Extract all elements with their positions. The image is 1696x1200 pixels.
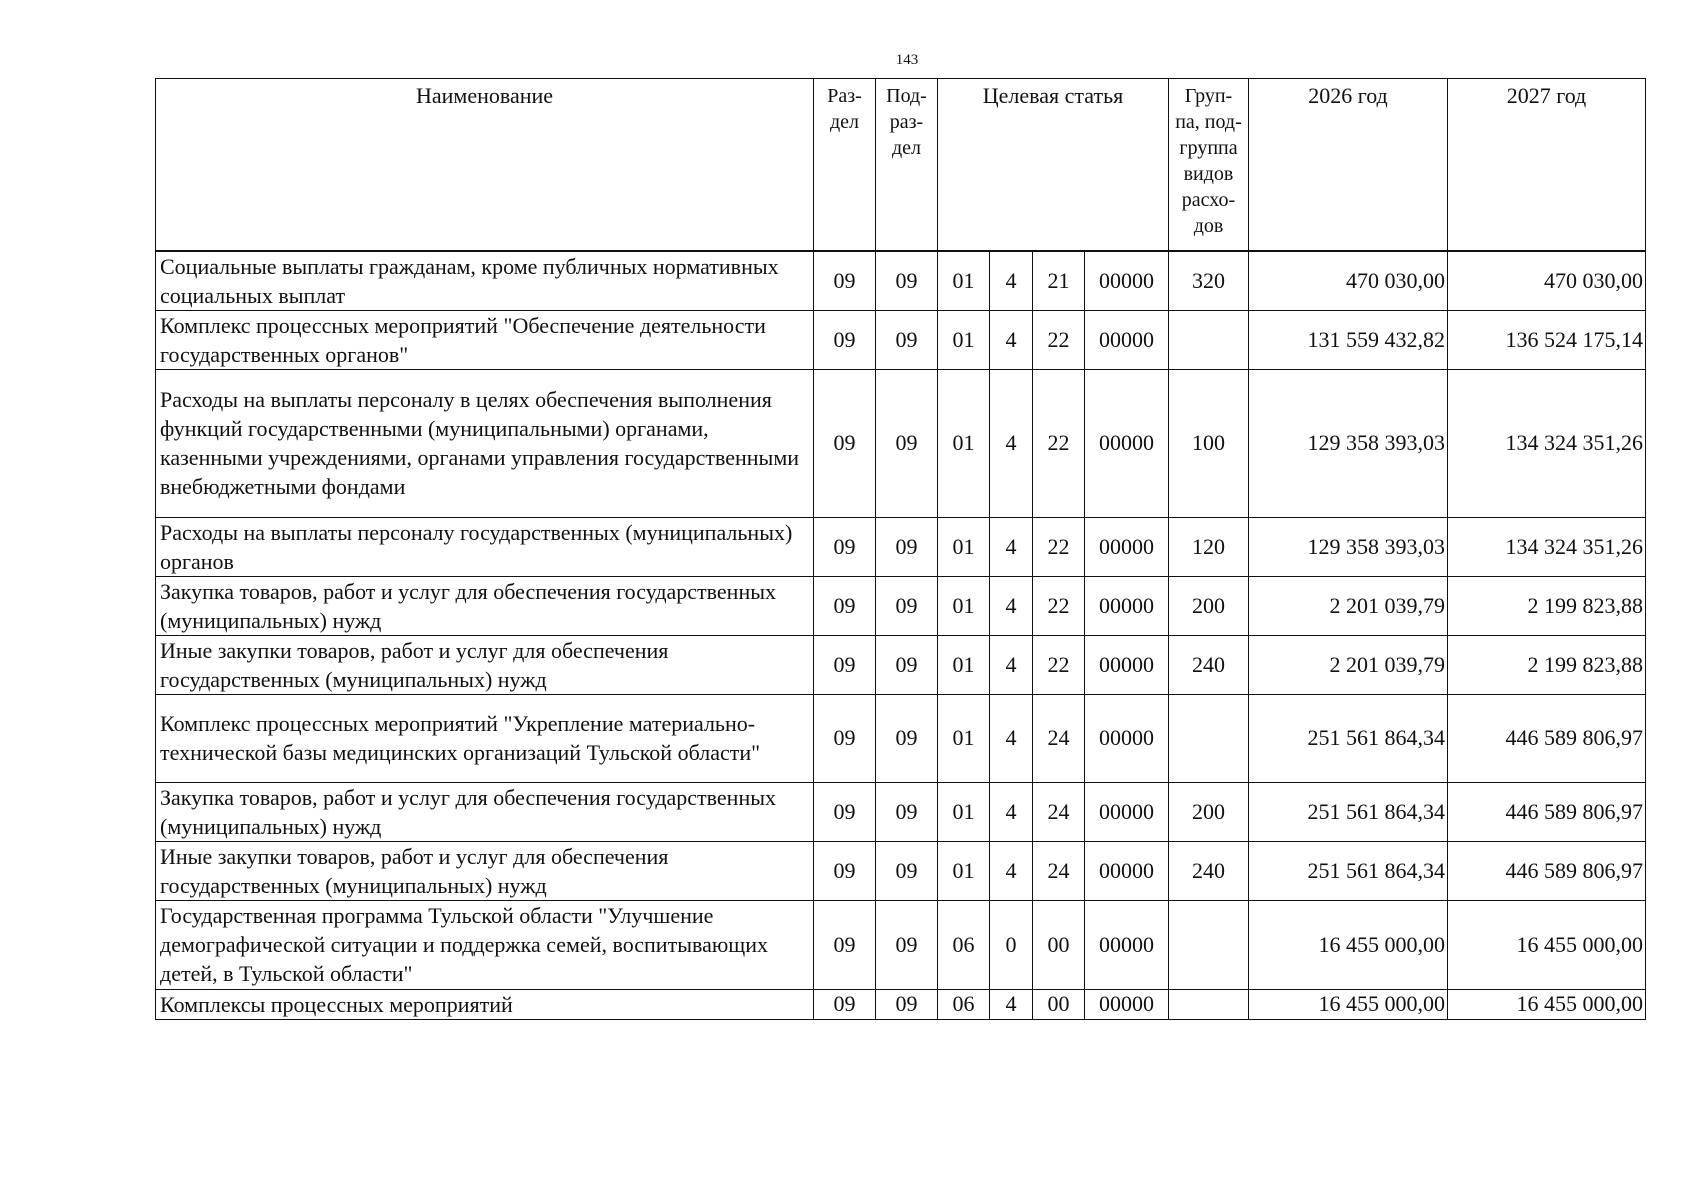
row-amount-2026: 251 561 864,34	[1249, 841, 1448, 900]
row-target-item: 24	[1033, 694, 1085, 782]
row-amount-2026: 2 201 039,79	[1249, 576, 1448, 635]
header-year-2027: 2027 год	[1448, 79, 1646, 251]
row-group: 100	[1169, 369, 1249, 517]
row-target-type: 0	[990, 900, 1033, 989]
row-amount-2026: 129 358 393,03	[1249, 369, 1448, 517]
row-target-direction: 00000	[1085, 251, 1169, 311]
row-target-type: 4	[990, 576, 1033, 635]
row-target-program: 01	[938, 310, 990, 369]
row-target-type: 4	[990, 694, 1033, 782]
row-amount-2026: 470 030,00	[1249, 251, 1448, 311]
header-target: Целевая статья	[938, 79, 1169, 251]
row-group: 240	[1169, 841, 1249, 900]
row-razdel: 09	[814, 635, 876, 694]
row-group	[1169, 900, 1249, 989]
page-number: 143	[895, 52, 919, 68]
row-podrazdel: 09	[876, 694, 938, 782]
row-target-item: 22	[1033, 576, 1085, 635]
row-amount-2026: 251 561 864,34	[1249, 694, 1448, 782]
row-amount-2026: 129 358 393,03	[1249, 517, 1448, 576]
row-podrazdel: 09	[876, 517, 938, 576]
header-group: Груп- па, под- группа видов расхо- дов	[1169, 79, 1249, 251]
row-group	[1169, 694, 1249, 782]
table-row	[156, 900, 1646, 989]
row-target-program: 01	[938, 694, 990, 782]
row-podrazdel: 09	[876, 989, 938, 1019]
row-name: Социальные выплаты гражданам, кроме публичных нормативных социальных выплат	[156, 251, 814, 311]
row-razdel: 09	[814, 576, 876, 635]
table-row	[156, 310, 1646, 369]
table-row	[156, 251, 1646, 311]
row-target-program: 01	[938, 369, 990, 517]
row-amount-2027: 446 589 806,97	[1448, 782, 1646, 841]
table-row	[156, 782, 1646, 841]
row-amount-2027: 2 199 823,88	[1448, 576, 1646, 635]
row-target-direction: 00000	[1085, 782, 1169, 841]
row-target-direction: 00000	[1085, 517, 1169, 576]
row-amount-2027: 134 324 351,26	[1448, 369, 1646, 517]
row-target-program: 01	[938, 782, 990, 841]
row-podrazdel: 09	[876, 576, 938, 635]
row-target-direction: 00000	[1085, 989, 1169, 1019]
row-target-type: 4	[990, 251, 1033, 311]
row-target-type: 4	[990, 782, 1033, 841]
table-row	[156, 635, 1646, 694]
row-target-item: 22	[1033, 310, 1085, 369]
row-podrazdel: 09	[876, 782, 938, 841]
row-name: Комплекс процессных мероприятий "Обеспечение деятельности государственных органов"	[156, 310, 814, 369]
row-target-program: 01	[938, 517, 990, 576]
row-target-type: 4	[990, 635, 1033, 694]
row-target-item: 22	[1033, 369, 1085, 517]
row-target-program: 01	[938, 635, 990, 694]
row-group: 120	[1169, 517, 1249, 576]
row-razdel: 09	[814, 900, 876, 989]
row-amount-2027: 16 455 000,00	[1448, 900, 1646, 989]
header-name: Наименование	[156, 79, 814, 251]
row-group: 200	[1169, 782, 1249, 841]
row-amount-2027: 16 455 000,00	[1448, 989, 1646, 1019]
row-amount-2027: 446 589 806,97	[1448, 694, 1646, 782]
table-row	[156, 369, 1646, 517]
row-target-item: 22	[1033, 517, 1085, 576]
row-target-direction: 00000	[1085, 576, 1169, 635]
row-razdel: 09	[814, 841, 876, 900]
row-razdel: 09	[814, 694, 876, 782]
row-target-direction: 00000	[1085, 310, 1169, 369]
row-target-type: 4	[990, 989, 1033, 1019]
row-amount-2026: 251 561 864,34	[1249, 782, 1448, 841]
row-target-program: 01	[938, 576, 990, 635]
row-group: 200	[1169, 576, 1249, 635]
table-row	[156, 576, 1646, 635]
row-amount-2026: 16 455 000,00	[1249, 900, 1448, 989]
row-name: Комплекс процессных мероприятий "Укрепление материально-технической базы медицинских организаций Тульской области"	[156, 694, 814, 782]
row-podrazdel: 09	[876, 900, 938, 989]
table-row	[156, 517, 1646, 576]
table-body	[156, 251, 1646, 1020]
row-amount-2027: 470 030,00	[1448, 251, 1646, 311]
row-group: 240	[1169, 635, 1249, 694]
table-row	[156, 989, 1646, 1019]
row-amount-2027: 446 589 806,97	[1448, 841, 1646, 900]
row-podrazdel: 09	[876, 369, 938, 517]
row-target-type: 4	[990, 841, 1033, 900]
row-podrazdel: 09	[876, 310, 938, 369]
row-name: Закупка товаров, работ и услуг для обеспечения государственных (муниципальных) нужд	[156, 782, 814, 841]
row-razdel: 09	[814, 369, 876, 517]
row-amount-2027: 136 524 175,14	[1448, 310, 1646, 369]
row-target-item: 21	[1033, 251, 1085, 311]
row-target-direction: 00000	[1085, 694, 1169, 782]
row-podrazdel: 09	[876, 251, 938, 311]
row-target-direction: 00000	[1085, 635, 1169, 694]
row-amount-2027: 2 199 823,88	[1448, 635, 1646, 694]
row-target-program: 01	[938, 251, 990, 311]
row-group	[1169, 310, 1249, 369]
row-target-program: 01	[938, 841, 990, 900]
row-razdel: 09	[814, 517, 876, 576]
table-row	[156, 841, 1646, 900]
row-name: Расходы на выплаты персоналу государственных (муниципальных) органов	[156, 517, 814, 576]
row-target-type: 4	[990, 517, 1033, 576]
row-amount-2027: 134 324 351,26	[1448, 517, 1646, 576]
header-year-2026: 2026 год	[1249, 79, 1448, 251]
row-amount-2026: 131 559 432,82	[1249, 310, 1448, 369]
row-podrazdel: 09	[876, 841, 938, 900]
row-amount-2026: 2 201 039,79	[1249, 635, 1448, 694]
row-name: Иные закупки товаров, работ и услуг для обеспечения государственных (муниципальных) нужд	[156, 635, 814, 694]
row-podrazdel: 09	[876, 635, 938, 694]
row-target-item: 24	[1033, 782, 1085, 841]
budget-table	[155, 78, 1646, 1020]
row-name: Иные закупки товаров, работ и услуг для обеспечения государственных (муниципальных) нужд	[156, 841, 814, 900]
row-group	[1169, 989, 1249, 1019]
row-target-direction: 00000	[1085, 841, 1169, 900]
row-target-program: 06	[938, 989, 990, 1019]
row-name: Государственная программа Тульской области "Улучшение демографической ситуации и поддержка семей, воспитывающих детей, в Тульской области"	[156, 900, 814, 989]
row-target-item: 22	[1033, 635, 1085, 694]
table-row	[156, 694, 1646, 782]
row-target-direction: 00000	[1085, 900, 1169, 989]
row-name: Расходы на выплаты персоналу в целях обеспечения выполнения функций государственными (муниципальными) органами, казенными учреждениями, органами управления государственными внебюджетными фондами	[156, 369, 814, 517]
header-podrazdel: Под- раз- дел	[876, 79, 938, 251]
row-razdel: 09	[814, 251, 876, 311]
row-target-item: 00	[1033, 900, 1085, 989]
header-row	[156, 79, 1646, 251]
row-target-item: 00	[1033, 989, 1085, 1019]
row-target-type: 4	[990, 310, 1033, 369]
row-target-direction: 00000	[1085, 369, 1169, 517]
row-name: Комплексы процессных мероприятий	[156, 989, 814, 1019]
row-razdel: 09	[814, 782, 876, 841]
row-razdel: 09	[814, 310, 876, 369]
row-target-item: 24	[1033, 841, 1085, 900]
header-razdel: Раз- дел	[814, 79, 876, 251]
row-name: Закупка товаров, работ и услуг для обеспечения государственных (муниципальных) нужд	[156, 576, 814, 635]
row-target-program: 06	[938, 900, 990, 989]
row-amount-2026: 16 455 000,00	[1249, 989, 1448, 1019]
row-target-type: 4	[990, 369, 1033, 517]
row-group: 320	[1169, 251, 1249, 311]
row-razdel: 09	[814, 989, 876, 1019]
